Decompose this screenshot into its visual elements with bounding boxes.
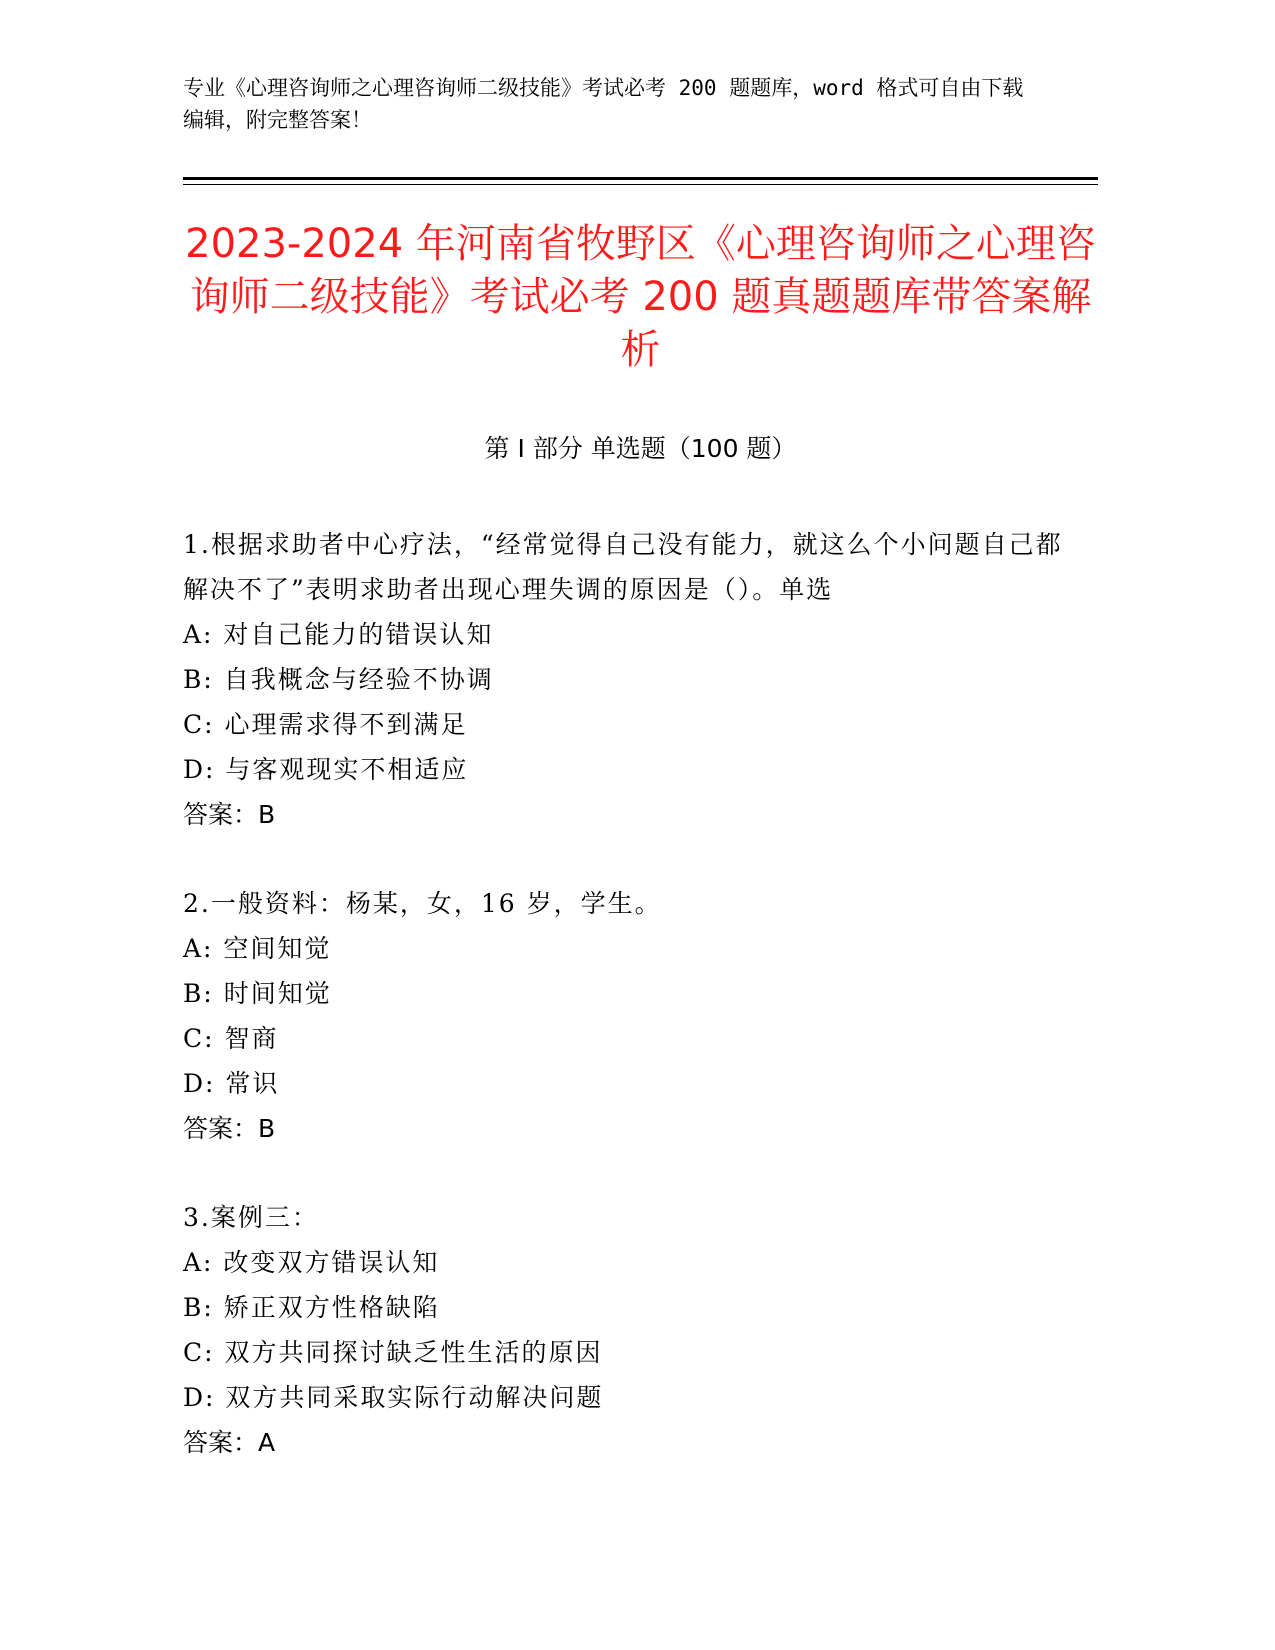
question-stem: 2.一般资料：杨某，女，16 岁，学生。	[183, 889, 662, 918]
header-rule-thin	[183, 184, 1098, 185]
question-list	[183, 522, 1063, 1509]
question-stem: 1.根据求助者中心疗法，“经常觉得自己没有能力，就这么个小问题自己都解决不了”表明求助者出现心理失调的原因是（）。单选	[183, 530, 1063, 604]
question-1	[183, 522, 1063, 837]
header-rule-thick	[183, 177, 1098, 180]
answer-line: 答案：B	[183, 800, 276, 829]
option-d: D: 与客观现实不相适应	[183, 755, 469, 784]
option-c: C: 双方共同探讨缺乏性生活的原因	[183, 1338, 603, 1367]
document-title: 2023-2024 年河南省牧野区《心理咨询师之心理咨询师二级技能》考试必考 200 题真题题库带答案解析	[185, 221, 1096, 373]
option-c: C: 智商	[183, 1024, 279, 1053]
header-note: 专业《心理咨询师之心理咨询师二级技能》考试必考 200 题题库，word 格式可自由下载编辑，附完整答案！	[183, 76, 1024, 132]
option-d: D: 常识	[183, 1069, 280, 1098]
option-b: B: 时间知觉	[183, 979, 332, 1008]
section-heading: 第 I 部分 单选题（100 题）	[484, 434, 797, 463]
option-b: B: 矫正双方性格缺陷	[183, 1293, 440, 1322]
option-d: D: 双方共同采取实际行动解决问题	[183, 1383, 604, 1412]
option-a: A: 对自己能力的错误认知	[183, 620, 494, 649]
question-stem: 3.案例三：	[183, 1203, 319, 1232]
answer-line: 答案：A	[183, 1428, 276, 1457]
option-a: A: 改变双方错误认知	[183, 1248, 440, 1277]
option-a: A: 空间知觉	[183, 934, 332, 963]
answer-line: 答案：B	[183, 1114, 276, 1143]
question-2	[183, 881, 1063, 1151]
option-c: C: 心理需求得不到满足	[183, 710, 468, 739]
option-b: B: 自我概念与经验不协调	[183, 665, 494, 694]
question-3	[183, 1195, 1063, 1465]
